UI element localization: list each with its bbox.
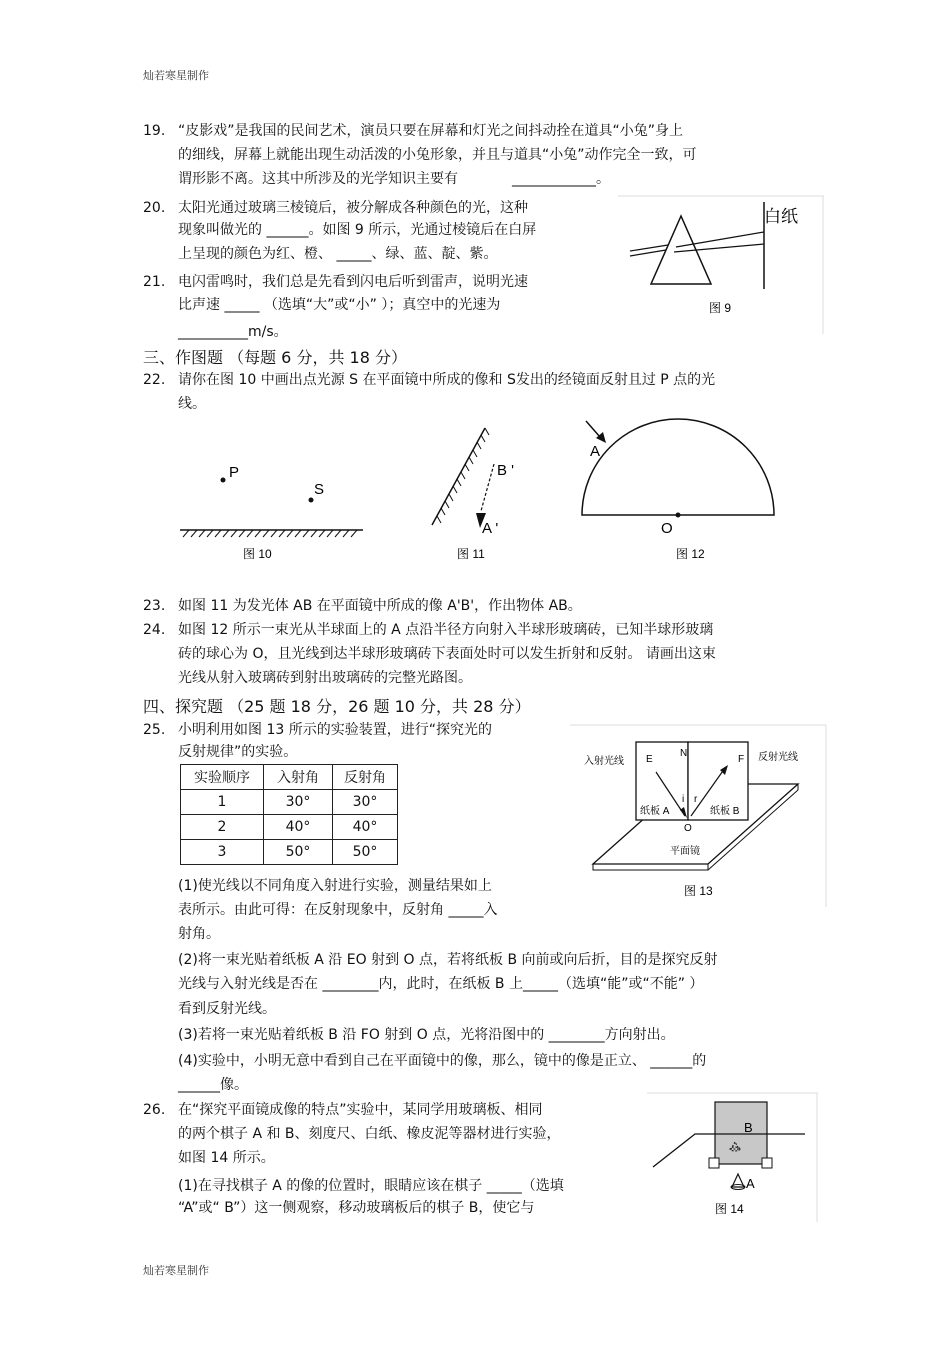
table-cell: 50°: [333, 840, 398, 865]
figure-13-reflection-setup: [568, 724, 828, 909]
q25-part1-line2: 表所示。由此可得：在反射现象中，反射角 _____入: [178, 902, 498, 918]
q25-part4-line2: ______像。: [178, 1077, 248, 1093]
label-o: O: [661, 520, 673, 537]
label-a-14: A: [746, 1176, 755, 1191]
glass-plate: [715, 1102, 767, 1164]
q25-part2-line1: (2)将一束光贴着纸板 A 沿 EO 射到 O 点，若将纸板 B 向前或向后折，目的是探究反射: [178, 952, 718, 968]
board-b-label: 纸板 B: [710, 806, 740, 817]
table-cell: 30°: [264, 790, 333, 815]
figure-9-prism: [616, 194, 826, 336]
label-s: S: [314, 481, 325, 498]
table-row: [181, 790, 398, 815]
table-cell: 30°: [333, 790, 398, 815]
q25-part2-line3: 看到反射光线。: [178, 1001, 276, 1017]
label-r: r: [694, 794, 698, 805]
table-row: [181, 840, 398, 865]
q20-line3: 上呈现的颜色为红、橙、 _____、绿、蓝、靛、紫。: [178, 246, 498, 262]
table-cell: 50°: [264, 840, 333, 865]
table-header-row: [181, 765, 398, 790]
table-cell: 2: [181, 815, 264, 840]
q24-line1: 如图 12 所示一束光从半球面上的 A 点沿半径方向射入半球形玻璃砖，已知半球形玻璃: [178, 622, 714, 638]
figure-10-mirror: [175, 455, 375, 565]
q21-line3: __________m/s。: [178, 324, 288, 340]
label-a-prime: A ': [482, 520, 499, 537]
label-i: i: [682, 794, 685, 805]
incident-light-label: 入射光线: [584, 756, 624, 767]
figure-14-plane-mirror-imaging: [645, 1092, 820, 1224]
page-footer: 灿若寒星制作: [143, 1264, 209, 1277]
q21-line1: 电闪雷鸣时，我们总是先看到闪电后听到雷声，说明光速: [178, 274, 528, 290]
white-paper-label: 白纸: [764, 207, 798, 226]
q26-number: 26.: [143, 1102, 166, 1118]
q25-line1: 小明利用如图 13 所示的实验装置，进行“探究光的: [178, 722, 492, 738]
q26-part1-line1: (1)在寻找棋子 A 的像的位置时，眼睛应该在棋子 _____（选填: [178, 1178, 564, 1194]
label-b-prime: B ': [497, 462, 515, 479]
q24-line2: 砖的球心为 O，且光线到达半球形玻璃砖下表面处时可以发生折射和反射。 请画出这束: [178, 646, 716, 662]
q22-line1: 请你在图 10 中画出点光源 S 在平面镜中所成的像和 S发出的经镜面反射且过 P 点的光: [178, 372, 716, 388]
center-o: [676, 513, 681, 518]
fig11-caption: 图 11: [457, 547, 485, 561]
hemisphere-glass: [582, 419, 774, 515]
page-header: 灿若寒星制作: [143, 69, 209, 82]
q20-line1: 太阳光通过玻璃三棱镜后，被分解成各种颜色的光，这种: [178, 200, 528, 216]
section-3-title: 三、作图题 （每题 6 分，共 18 分）: [143, 348, 407, 367]
reflection-data-table: [180, 764, 398, 865]
q24-number: 24.: [143, 622, 166, 638]
fig14-caption: 图 14: [715, 1202, 744, 1216]
q19-line2: 的细线，屏幕上就能出现生动活泼的小兔形象，并且与道具“小兔”动作完全一致，可: [178, 147, 697, 163]
q25-number: 25.: [143, 722, 166, 738]
label-f: F: [738, 754, 745, 765]
q19-blank: ____________。: [512, 171, 610, 187]
table-header-cell: 实验顺序: [181, 765, 264, 790]
label-e: E: [646, 754, 653, 765]
label-o-13: O: [684, 823, 692, 834]
fig9-caption: 图 9: [709, 301, 732, 315]
fig12-caption: 图 12: [676, 547, 705, 561]
figure-11-mirror: [420, 423, 550, 565]
point-s: [309, 498, 314, 503]
q22-line2: 线。: [178, 396, 206, 412]
board-a-label: 纸板 A: [640, 806, 670, 817]
q25-part4-line1: (4)实验中，小明无意中看到自己在平面镜中的像，那么，镜中的像是正立、 ______的: [178, 1053, 707, 1069]
q25-part1-line1: (1)使光线以不同角度入射进行实验，测量结果如上: [178, 878, 492, 894]
label-b-14: B: [744, 1120, 753, 1135]
q26-line2: 的两个棋子 A 和 B、刻度尺、白纸、橡皮泥等器材进行实验，: [178, 1126, 561, 1142]
label-a: A: [590, 443, 601, 460]
table-cell: 1: [181, 790, 264, 815]
table-cell: 40°: [264, 815, 333, 840]
q19-line1: “皮影戏”是我国的民间艺术，演员只要在屏幕和灯光之间抖动拴在道具“小兔”身上: [178, 123, 684, 139]
image-ab-dashed: [481, 464, 494, 511]
q23-number: 23.: [143, 598, 166, 614]
fig13-caption: 图 13: [684, 884, 713, 898]
q20-number: 20.: [143, 200, 166, 216]
q25-part1-line3: 射角。: [178, 926, 220, 942]
q26-line1: 在“探究平面镜成像的特点”实验中，某同学用玻璃板、相同: [178, 1102, 543, 1118]
table-cell: 3: [181, 840, 264, 865]
figure-12-hemisphere: [572, 413, 782, 565]
q23-line1: 如图 11 为发光体 AB 在平面镜中所成的像 A'B'，作出物体 AB。: [178, 598, 582, 614]
section-4-title: 四、探究题 （25 题 18 分，26 题 10 分，共 28 分）: [143, 697, 531, 716]
q26-part1-line2: “A”或“ B”）这一侧观察，移动玻璃板后的棋子 B，使它与: [178, 1200, 535, 1216]
q25-part2-line2: 光线与入射光线是否在 ________内，此时，在纸板 B 上_____（选填“能”或“不能” ）: [178, 976, 704, 992]
reflected-light-label: 反射光线: [758, 752, 798, 763]
q19-number: 19.: [143, 123, 166, 139]
plane-mirror-label: 平面镜: [670, 846, 700, 857]
q25-part3: (3)若将一束光贴着纸板 B 沿 FO 射到 O 点，光将沿图中的 ________方向射出。: [178, 1027, 675, 1043]
table-header-cell: 反射角: [333, 765, 398, 790]
q21-number: 21.: [143, 274, 166, 290]
q26-line3: 如图 14 所示。: [178, 1150, 275, 1166]
point-p: [221, 478, 226, 483]
table-row: [181, 815, 398, 840]
q25-line2: 反射规律”的实验。: [178, 744, 298, 760]
label-p: P: [229, 464, 240, 481]
incident-ray: [586, 421, 600, 437]
q20-line2: 现象叫做光的 ______。如图 9 所示，光通过棱镜后在白屏: [178, 222, 537, 238]
table-header-cell: 入射角: [264, 765, 333, 790]
q24-line3: 光线从射入玻璃砖到射出玻璃砖的完整光路图。: [178, 670, 472, 686]
q21-line2: 比声速 _____ （选填“大”或“小” ）；真空中的光速为: [178, 297, 501, 313]
table-cell: 40°: [333, 815, 398, 840]
q22-number: 22.: [143, 372, 166, 388]
label-n: N: [680, 748, 688, 759]
fig10-caption: 图 10: [243, 547, 272, 561]
q19-line3: 谓形影不离。这其中所涉及的光学知识主要有: [178, 171, 458, 187]
